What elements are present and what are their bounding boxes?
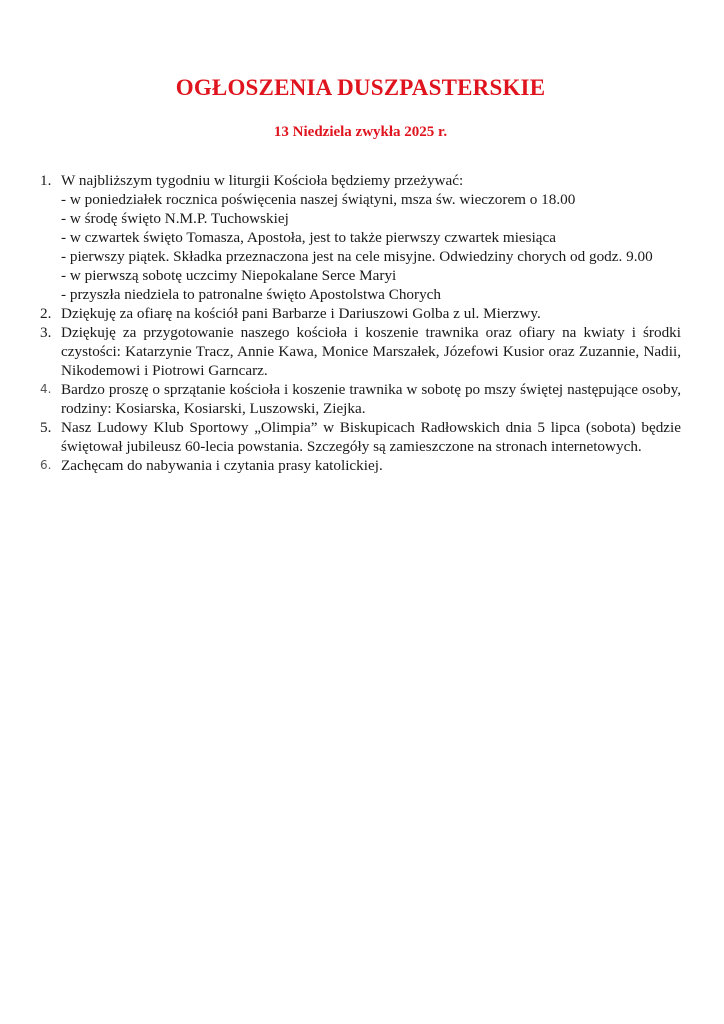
item-line: W najbliższym tygodniu w liturgii Kościoła będziemy przeżywać: [61,172,464,189]
item-text: Dziękuję za ofiarę na kościół pani Barbarze i Dariuszowi Golba z ul. Mierzwy. [61,305,541,322]
item-number: 4. [40,382,52,396]
item-text: Nasz Ludowy Klub Sportowy „Olimpia” w Biskupicach Radłowskich dnia 5 lipca (sobota) będzie świętował jubileusz 60-lecia powstania. Szczegóły są zamieszczone na stronach internetowych. [61,419,681,455]
item-text: Bardzo proszę o sprzątanie kościoła i koszenie trawnika w sobotę po mszy świętej następujące osoby, rodziny: Kosiarska, Kosiarski, Luszowski, Ziejka. [61,381,681,417]
item-number: 2. [40,305,52,322]
item-line: - pierwszy piątek. Składka przeznaczona jest na cele misyjne. Odwiedziny chorych od godz. 9.00 [61,248,653,265]
announcement-item-4 [40,380,681,418]
item-number: 5. [40,419,52,436]
announcement-item-3 [40,323,681,380]
announcement-item-1 [40,171,681,304]
page-title: OGŁOSZENIA DUSZPASTERSKIE [175,75,546,100]
item-number: 3. [40,324,52,341]
item-line: - w poniedziałek rocznica poświęcenia naszej świątyni, msza św. wieczorem o 18.00 [61,191,576,208]
announcement-item-6 [40,456,681,475]
announcement-item-2 [40,304,681,323]
item-line: - przyszła niedziela to patronalne święto Apostolstwa Chorych [61,286,442,303]
item-text: Dziękuję za przygotowanie naszego kościoła i koszenie trawnika oraz ofiary na kwiaty i środki czystości: Katarzynie Tracz, Annie Kawa, Monice Marszałek, Józefowi Kusior oraz Zuzannie, Nadii, Nikodemowi i Piotrowi Garncarz. [61,324,681,379]
announcements-list [40,171,681,475]
item-number: 1. [40,172,52,189]
item-number: 6. [40,458,52,472]
announcement-item-5 [40,418,681,456]
item-line: - w czwartek święto Tomasza, Apostoła, jest to także pierwszy czwartek miesiąca [61,229,557,246]
page-subtitle: 13 Niedziela zwykła 2025 r. [273,124,448,140]
item-line: - w pierwszą sobotę uczcimy Niepokalane Serce Maryi [61,267,397,284]
item-line: - w środę święto N.M.P. Tuchowskiej [61,210,289,227]
item-text: Zachęcam do nabywania i czytania prasy katolickiej. [61,457,383,474]
